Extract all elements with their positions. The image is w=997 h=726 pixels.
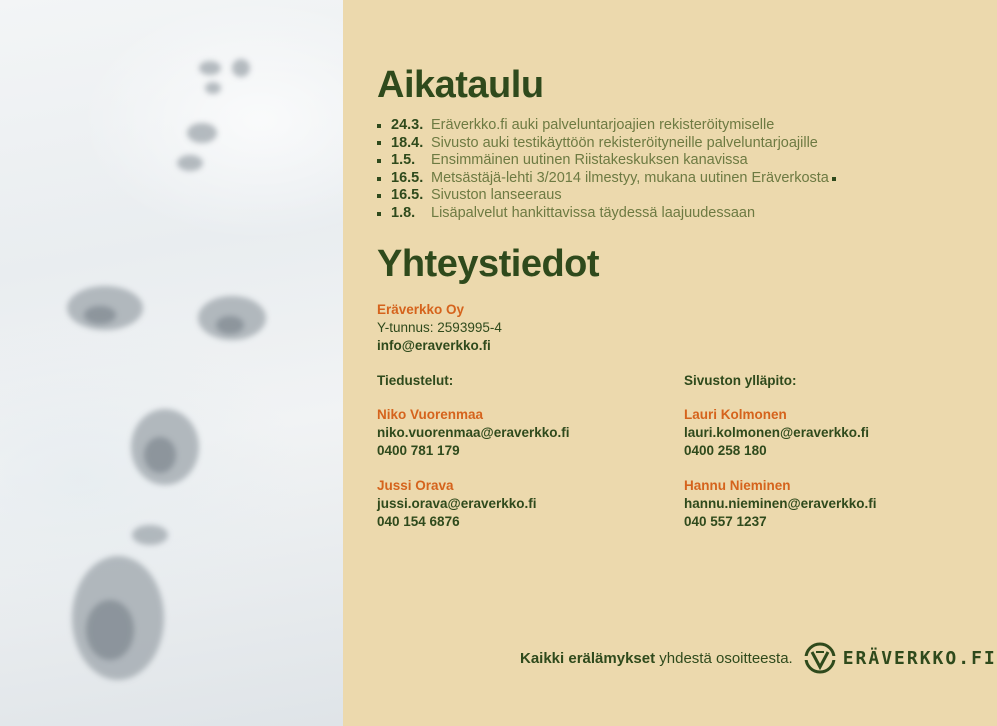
schedule-date: 1.8. — [391, 204, 416, 221]
schedule-date: 16.5. — [391, 187, 424, 204]
schedule-date: 24.3. — [391, 117, 424, 133]
schedule-title: Aikataulu — [377, 64, 544, 106]
maintenance-column — [684, 372, 974, 531]
person-phone: 040 557 1237 — [684, 514, 767, 529]
inquiries-column — [377, 372, 667, 531]
bullet-icon — [377, 212, 381, 216]
schedule-date: 18.4. — [391, 134, 424, 151]
person-email-link[interactable]: hannu.nieminen@eraverkko.fi — [684, 496, 877, 511]
person-phone: 0400 258 180 — [684, 443, 767, 458]
list-item — [377, 187, 836, 205]
logo-text: ERÄVERKKO.FI — [842, 647, 997, 669]
contact-person — [684, 477, 974, 531]
bullet-icon — [377, 141, 381, 145]
schedule-text: Ensimmäinen uutinen Riistakeskuksen kanavissa — [431, 152, 748, 169]
schedule-text: Metsästäjä-lehti 3/2014 ilmestyy, mukana uutinen Eräverkosta — [431, 169, 829, 186]
contact-person — [684, 406, 974, 460]
schedule-text: Lisäpalvelut hankittavissa täydessä laajuudessaan — [431, 204, 756, 221]
bullet-icon — [377, 194, 381, 198]
company-email-link[interactable]: info@eraverkko.fi — [377, 338, 491, 353]
footprints-illustration — [0, 0, 343, 726]
schedule-text: Sivusto auki testikäyttöön rekisteröityneille palveluntarjoajille — [431, 134, 818, 151]
person-email-link[interactable]: niko.vuorenmaa@eraverkko.fi — [377, 425, 570, 440]
tagline-rest: yhdestä osoitteesta. — [659, 649, 793, 667]
business-id: Y-tunnus: 2593995-4 — [377, 320, 502, 335]
eraverkko-logo-icon — [803, 641, 837, 675]
list-item — [377, 135, 836, 153]
trailing-dot-icon — [832, 177, 836, 181]
schedule-date: 16.5. — [391, 169, 424, 186]
bullet-icon — [377, 124, 381, 128]
person-phone: 0400 781 179 — [377, 443, 460, 458]
person-name: Jussi Orava — [377, 478, 454, 493]
maintenance-heading: Sivuston ylläpito: — [684, 373, 797, 388]
schedule-text: Eräverkko.fi auki palveluntarjoajien rekisteröitymiselle — [431, 117, 775, 133]
person-name: Niko Vuorenmaa — [377, 407, 484, 422]
schedule-text: Sivuston lanseeraus — [431, 187, 562, 204]
inquiries-heading: Tiedustelut: — [377, 373, 454, 388]
list-item — [377, 205, 836, 223]
person-name: Hannu Nieminen — [684, 478, 791, 493]
company-name: Eräverkko Oy — [377, 302, 465, 317]
schedule-date: 1.5. — [391, 152, 416, 169]
list-item — [377, 152, 836, 170]
footer-tagline — [520, 641, 997, 675]
person-email-link[interactable]: jussi.orava@eraverkko.fi — [377, 496, 537, 511]
person-name: Lauri Kolmonen — [684, 407, 787, 422]
person-phone: 040 154 6876 — [377, 514, 460, 529]
bullet-icon — [377, 177, 381, 181]
tagline-bold: Kaikki erälämykset — [520, 649, 656, 667]
content-panel — [343, 0, 997, 726]
person-email-link[interactable]: lauri.kolmonen@eraverkko.fi — [684, 425, 869, 440]
contact-person — [377, 406, 667, 460]
schedule-list — [377, 117, 836, 223]
brand-logo — [803, 641, 997, 675]
list-item — [377, 170, 836, 188]
bullet-icon — [377, 159, 381, 163]
company-info — [377, 301, 502, 355]
contact-person — [377, 477, 667, 531]
contact-title: Yhteystiedot — [377, 243, 600, 285]
list-item — [377, 117, 836, 135]
snow-footprints-photo — [0, 0, 343, 726]
